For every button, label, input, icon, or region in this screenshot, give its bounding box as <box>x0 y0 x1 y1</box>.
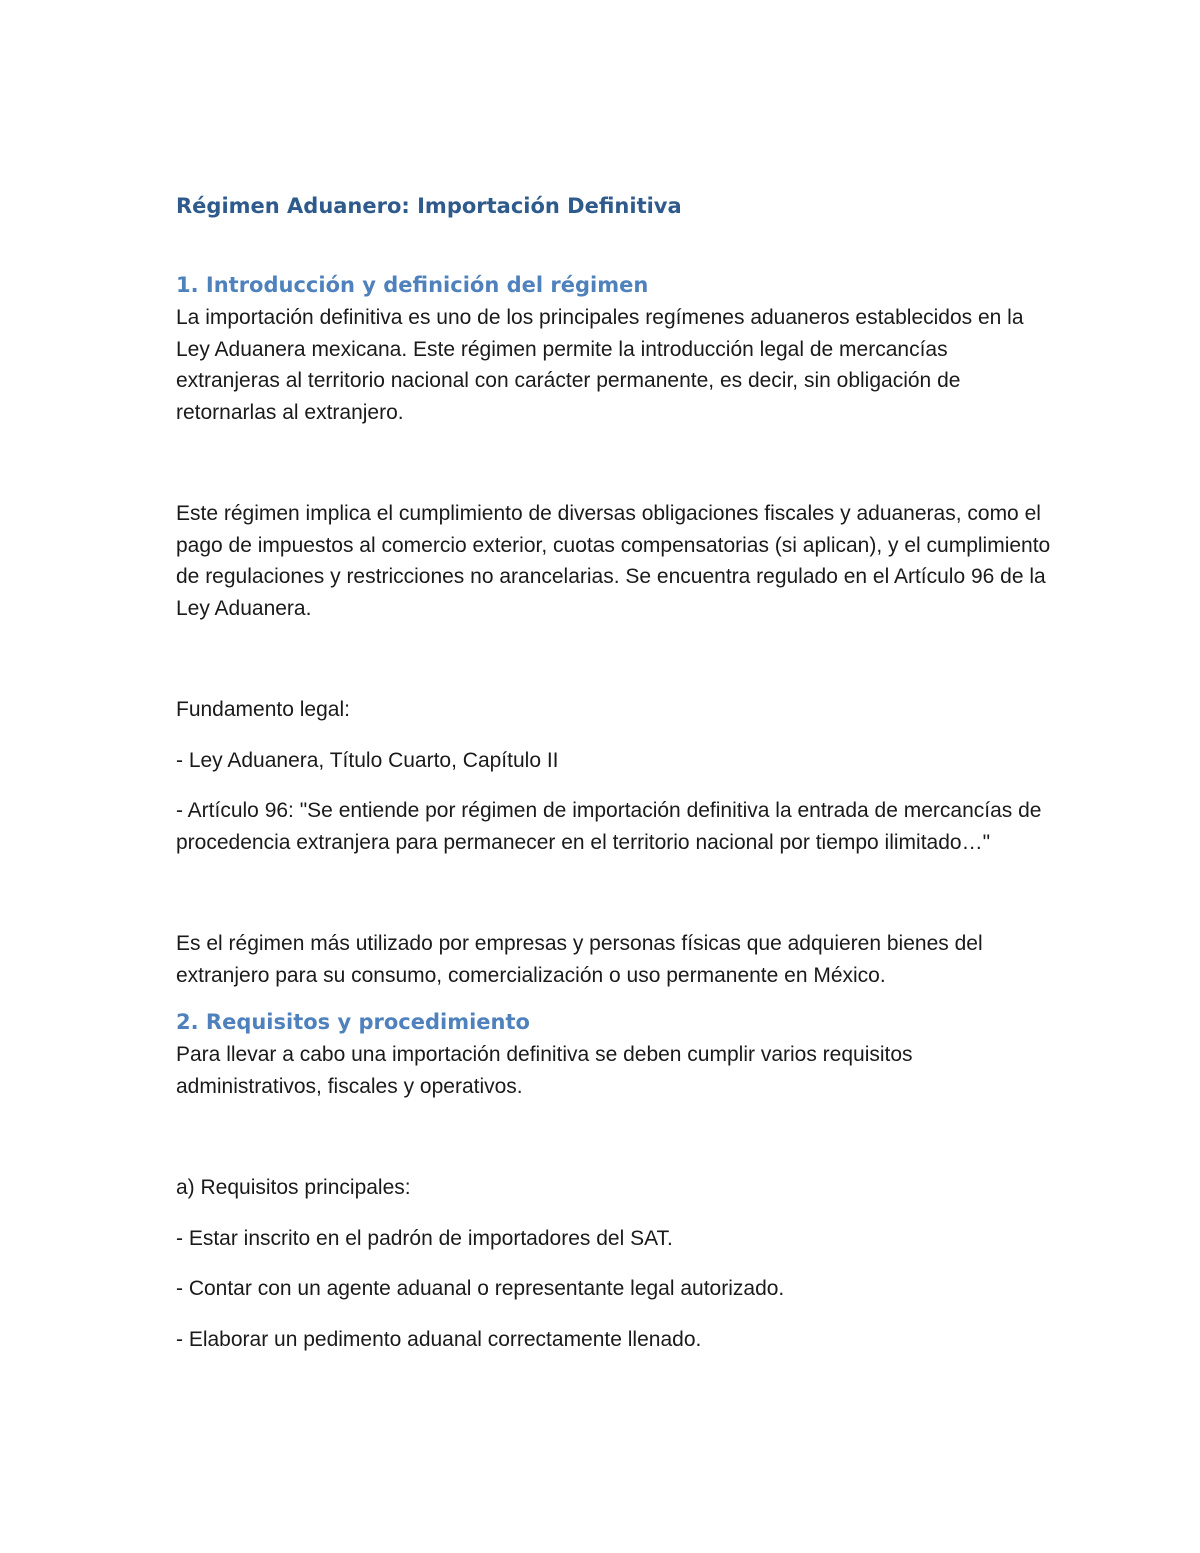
document-body <box>176 188 1056 1355</box>
requisitos-label: a) Requisitos principales: <box>176 1176 411 1199</box>
section-2-paragraph-1: Para llevar a cabo una importación definitiva se deben cumplir varios requisitos administrativos, fiscales y operativos. <box>176 1043 913 1098</box>
section-1-paragraph-1: La importación definitiva es uno de los principales regímenes aduaneros establecidos en la Ley Aduanera mexicana. Este régimen permite la introducción legal de mercancías extranjeras al territorio nacional con carácter permanente, es decir, sin obligación de retornarlas al extranjero. <box>176 306 1024 424</box>
fundamento-item: - Ley Aduanera, Título Cuarto, Capítulo II <box>176 748 559 772</box>
requisito-item: - Elaborar un pedimento aduanal correctamente llenado. <box>176 1327 702 1351</box>
requisito-item: - Estar inscrito en el padrón de importadores del SAT. <box>176 1226 673 1250</box>
document-title: Régimen Aduanero: Importación Definitiva <box>176 194 682 218</box>
fundamento-label: Fundamento legal: <box>176 698 350 721</box>
requisito-item: - Contar con un agente aduanal o representante legal autorizado. <box>176 1277 785 1300</box>
fundamento-item: - Artículo 96: "Se entiende por régimen de importación definitiva la entrada de mercancías de procedencia extranjera para permanecer en el territorio nacional por tiempo ilimitado…" <box>176 799 1042 854</box>
section-2-heading: 2. Requisitos y procedimiento <box>176 1010 530 1034</box>
section-1-heading: 1. Introducción y definición del régimen <box>176 273 649 297</box>
section-1-paragraph-3: Es el régimen más utilizado por empresas y personas físicas que adquieren bienes del extranjero para su consumo, comercialización o uso permanente en México. <box>176 932 983 987</box>
section-1-paragraph-2: Este régimen implica el cumplimiento de diversas obligaciones fiscales y aduaneras, como el pago de impuestos al comercio exterior, cuotas compensatorias (si aplican), y el cumplimiento de regulaciones y restricciones no arancelarias. Se encuentra regulado en el Artículo 96 de la Ley Aduanera. <box>176 502 1051 620</box>
